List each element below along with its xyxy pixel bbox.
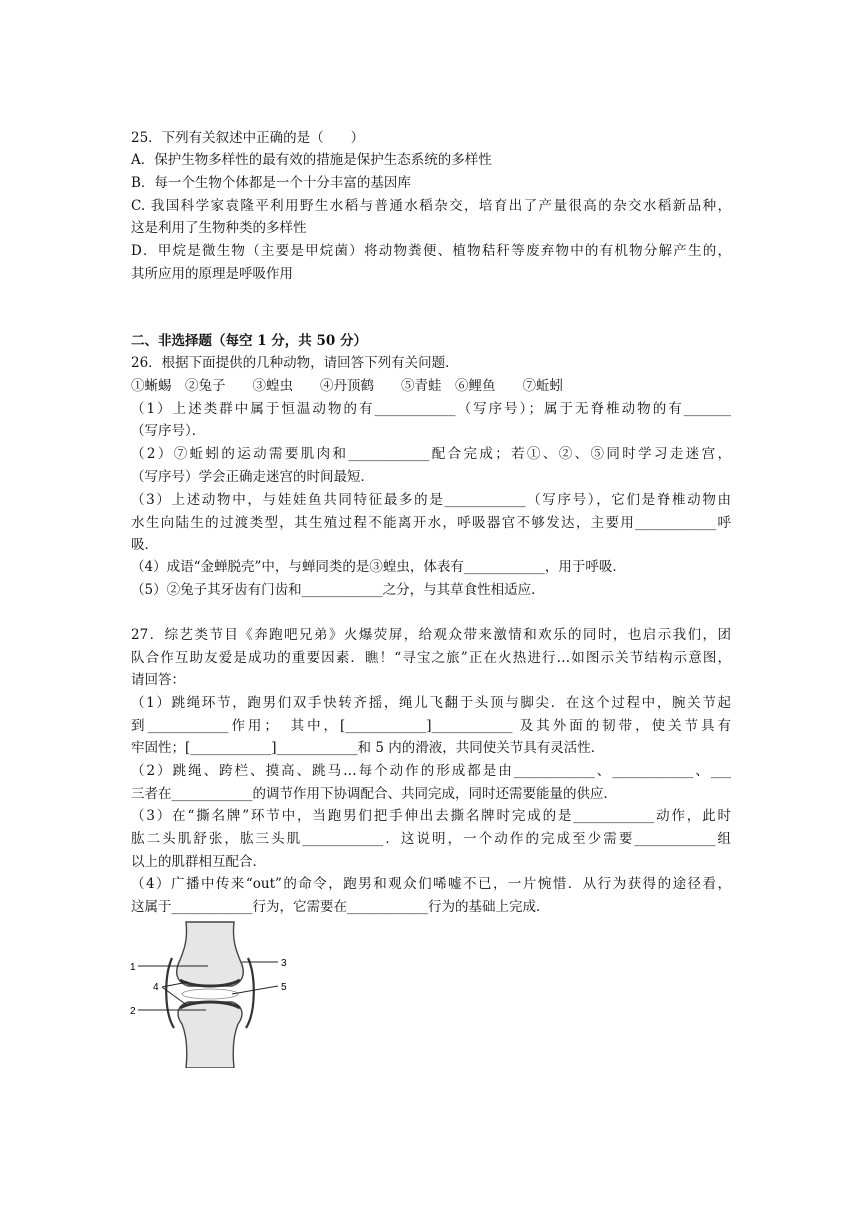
q27-part4-line1: （4）广播中传来“out”的命令，跑男和观众们唏嘘不已，一片惋惜．从行为获得的途径看， [131,876,731,892]
q27-part3-line3: 以上的肌群相互配合． [131,854,266,870]
q26-part3-line2: 水生向陆生的过渡类型，其生殖过程不能离开水，呼吸器官不够发达，主要用____________呼 [131,515,731,531]
q27-stem-line1: 27．综艺类节目《奔跑吧兄弟》火爆荧屏，给观众带来激情和欢乐的同时，也启示我们，团 [131,627,731,643]
q27-part2-line1: （2）跳绳、跨栏、摸高、跳马…每个动作的形成都是由____________、____________、___ [131,763,731,779]
q25-option-d-line1: D．甲烷是微生物（主要是甲烷菌）将动物粪便、植物秸秆等废弃物中的有机物分解产生的， [131,243,731,259]
label-2: 2 [130,1006,136,1017]
q27-part3-line2: 肱二头肌舒张，肱三头肌____________．这说明，一个动作的完成至少需要____________组 [131,831,731,847]
q25-option-b: B．每一个生物个体都是一个十分丰富的基因库 [131,175,411,191]
q25-option-c-line1: C. 我国科学家袁隆平利用野生水稻与普通水稻杂交，培育出了产量很高的杂交水稻新品种， [131,198,731,214]
q26-part2-line1: （2）⑦蚯蚓的运动需要肌肉和____________配合完成；若①、②、⑤同时学习走迷宫， [131,446,731,462]
q26-part5: （5）②兔子其牙齿有门齿和____________之分，与其草食性相适应． [131,582,545,598]
q27-part4-line2: 这属于____________行为，它需要在____________行为的基础上完成． [131,899,550,915]
q25-option-d-line2: 其所应用的原理是呼吸作用 [131,266,293,282]
q27-part3-line1: （3）在“撕名牌”环节中，当跑男们把手伸出去撕名牌时完成的是____________动作，此时 [131,808,731,824]
q26-part1-line2: （写序号）． [131,423,206,439]
upper-bone [177,922,244,986]
label-5: 5 [281,982,287,993]
q27-part1-line1: （1）跳绳环节，跑男们双手快转齐摇，绳儿飞翻于头顶与脚尖．在这个过程中，腕关节起 [131,695,731,711]
q26-part3-line1: （3）上述动物中，与娃娃鱼共同特征最多的是____________（写序号），它们是脊椎动物由 [131,492,731,508]
q26-stem: 26．根据下面提供的几种动物，请回答下列有关问题． [131,355,459,371]
q27-part1-line2: 到____________作用； 其中，[____________]____________ 及其外面的韧带，使关节具有 [131,718,731,734]
capsule-right [246,958,254,1028]
q25-stem: 25．下列有关叙述中正确的是（ ） [131,130,365,146]
q27-stem-line2: 队合作互助友爱是成功的重要因素．瞧！“寻宝之旅”正在火热进行…如图示关节结构示意图， [131,650,731,666]
q26-part1-line1: （1）上述类群中属于恒温动物的有____________（写序号）；属于无脊椎动物的有_______ [131,401,731,417]
label-3: 3 [281,958,287,969]
q27-part1-line3: 牢固性；[____________]____________和 5 内的滑液，共同使关节具有灵活性． [131,740,605,756]
section2-title: 二、非选择题（每空 1 分，共 50 分） [131,333,367,349]
q26-part3-line3: 吸． [131,537,158,553]
q26-part4: （4）成语“金蝉脱壳”中，与蝉同类的是③蝗虫，体表有____________，用于呼吸． [131,559,626,575]
q27-stem-line3: 请回答： [131,672,185,688]
q27-part2-line2: 三者在____________的调节作用下协调配合、共同完成，同时还需要能量的供应． [131,786,617,802]
label-4: 4 [153,982,159,993]
knee-joint-diagram [128,920,298,1068]
joint-cavity [182,989,238,999]
label-1: 1 [130,962,136,973]
q26-part2-line2: （写序号）学会正确走迷宫的时间最短． [131,469,374,485]
q25-option-c-line2: 这是利用了生物种类的多样性 [131,220,307,236]
lower-bone [178,1002,242,1068]
q25-option-a: A．保护生物多样性的最有效的措施是保护生态系统的多样性 [131,152,492,168]
q26-animals: ①蜥蜴 ②兔子 ③蝗虫 ④丹顶鹤 ⑤青蛙 ⑥鲤鱼 ⑦蚯蚓 [131,378,563,394]
